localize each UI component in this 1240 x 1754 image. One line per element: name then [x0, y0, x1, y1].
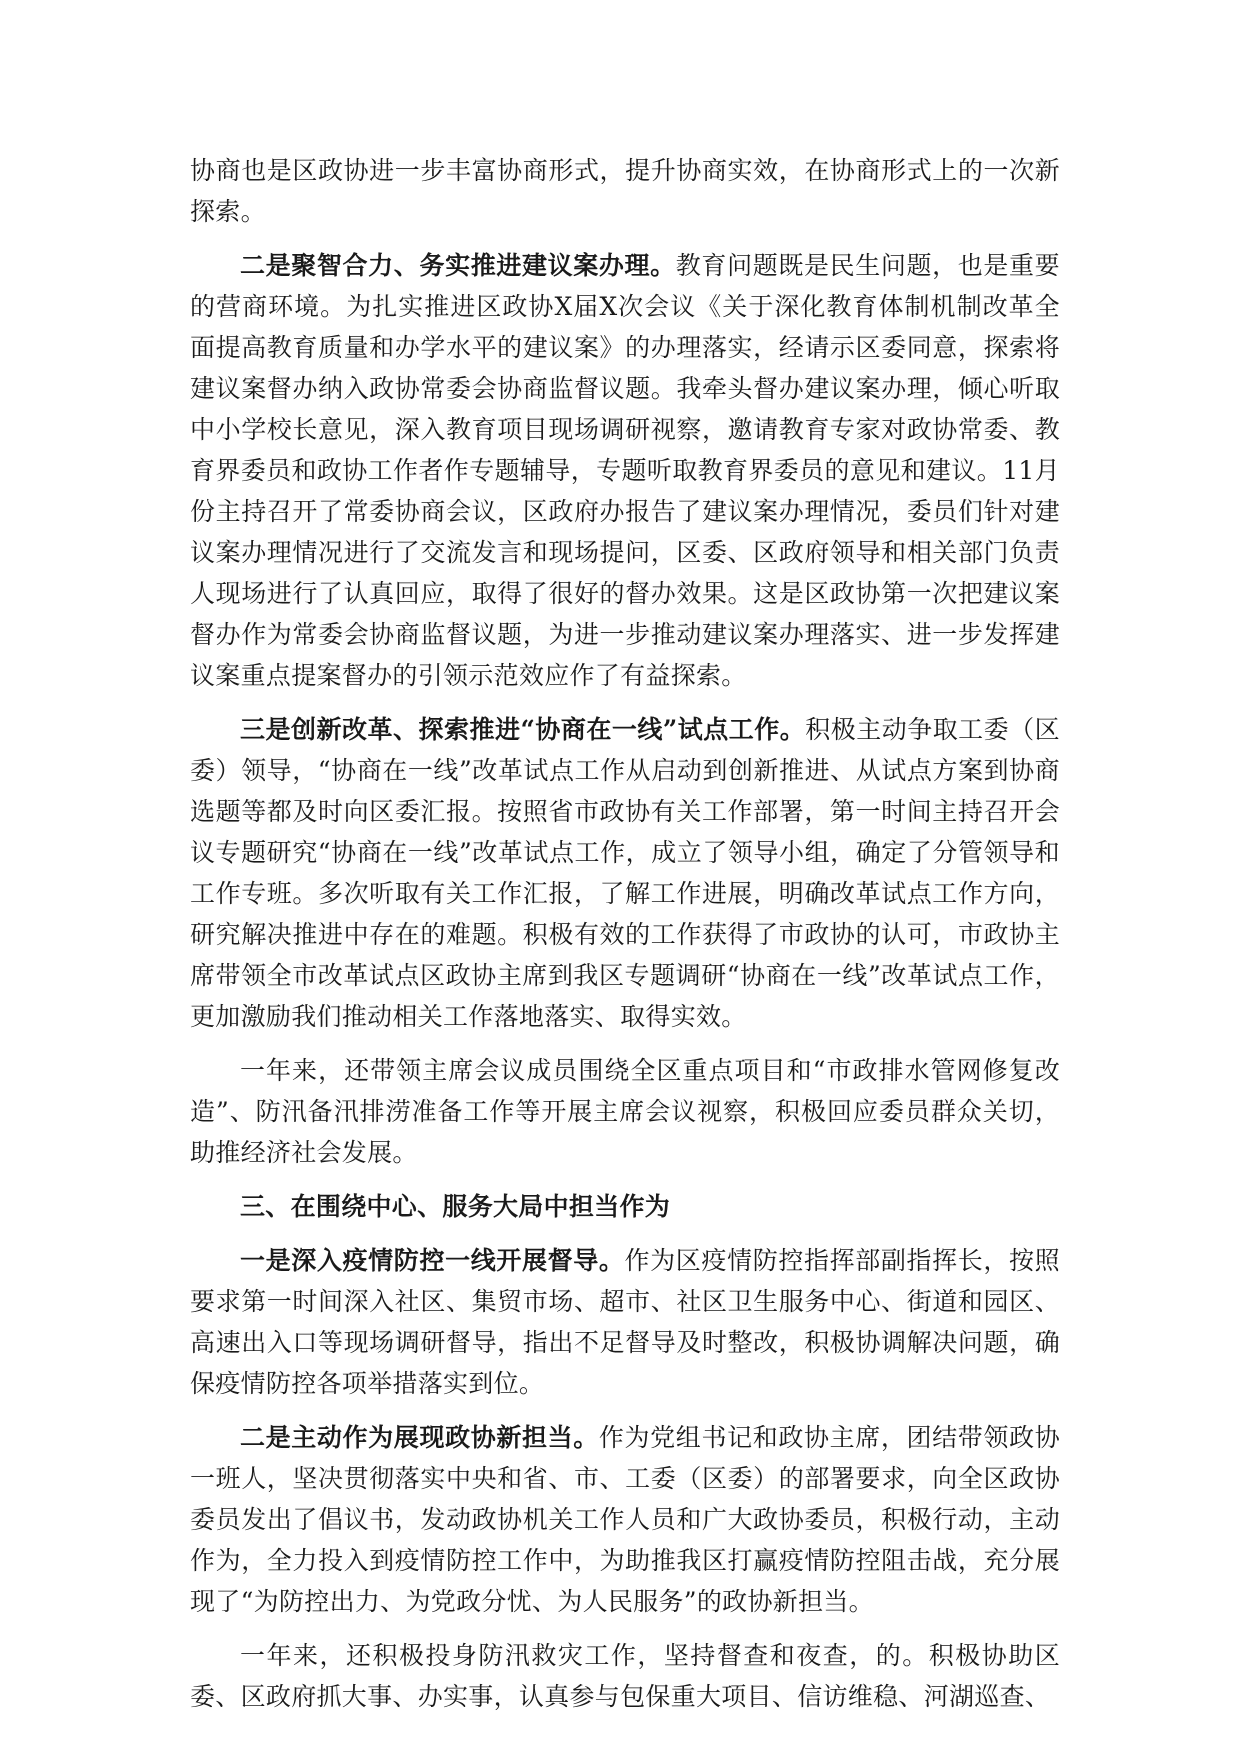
paragraph-consultation-pilot: [190, 709, 1060, 1037]
paragraph-year-review: [190, 1050, 1060, 1173]
paragraph-text: 作为区疫情防控指挥部副指挥长，按照要求第一时间深入社区、集贸市场、超市、社区卫生服务中心、街道和园区、高速出入口等现场调研督导，指出不足督导及时整改，积极协调解决问题，确保疫情防控各项举措落实到位。: [190, 1246, 1060, 1398]
paragraph-epidemic-supervision: [190, 1240, 1060, 1404]
paragraph-text: 教育问题既是民生问题，也是重要的营商环境。为扎实推进区政协Ⅹ届Ⅹ次会议《关于深化教育体制机制改革全面提高教育质量和办学水平的建议案》的办理落实，经请示区委同意，探索将建议案督办纳入政协常委会协商监督议题。我牵头督办建议案办理，倾心听取中小学校长意见，深入教育项目现场调研视察，邀请教育专家对政协常委、教育界委员和政协工作者作专题辅导，专题听取教育界委员的意见和建议。11月份主持召开了常委协商会议，区政府办报告了建议案办理情况，委员们针对建议案办理情况进行了交流发言和现场提问，区委、区政府领导和相关部门负责人现场进行了认真回应，取得了很好的督办效果。这是区政协第一次把建议案督办作为常委会协商监督议题，为进一步推动建议案办理落实、进一步发挥建议案重点提案督办的引领示范效应作了有益探索。: [190, 251, 1060, 690]
document-body: [190, 150, 1060, 1730]
paragraph-lead: 二是主动作为展现政协新担当。: [240, 1423, 599, 1452]
paragraph-text: 一年来，还积极投身防汛救灾工作，坚持督查和夜查，的。积极协助区委、区政府抓大事、办实事，认真参与包保重大项目、信访维稳、河湖巡查、: [190, 1641, 1060, 1711]
paragraph-cppcc-responsibility: [190, 1417, 1060, 1622]
section-heading: 三、在围绕中心、服务大局中担当作为: [240, 1192, 671, 1221]
paragraph-flood-relief: [190, 1635, 1060, 1717]
paragraph-continuation: [190, 150, 1060, 232]
paragraph-text: 积极主动争取工委（区委）领导，“协商在一线”改革试点工作从启动到创新推进、从试点方案到协商选题等都及时向区委汇报。按照省市政协有关工作部署，第一时间主持召开会议专题研究“协商在一线”改革试点工作，成立了领导小组，确定了分管领导和工作专班。多次听取有关工作汇报，了解工作进展，明确改革试点工作方向，研究解决推进中存在的难题。积极有效的工作获得了市政协的认可，市政协主席带领全市改革试点区政协主席到我区专题调研“协商在一线”改革试点工作，更加激励我们推动相关工作落地落实、取得实效。: [190, 715, 1060, 1031]
paragraph-lead: 一是深入疫情防控一线开展督导。: [240, 1246, 625, 1275]
paragraph-proposal-handling: [190, 245, 1060, 696]
paragraph-lead: 三是创新改革、探索推进“协商在一线”试点工作。: [240, 715, 806, 744]
paragraph-text: 作为党组书记和政协主席，团结带领政协一班人，坚决贯彻落实中央和省、市、工委（区委）的部署要求，向全区政协委员发出了倡议书，发动政协机关工作人员和广大政协委员，积极行动，主动作为，全力投入到疫情防控工作中，为助推我区打赢疫情防控阻击战，充分展现了“为防控出力、为党政分忧、为人民服务”的政协新担当。: [190, 1423, 1061, 1616]
paragraph-text: 协商也是区政协进一步丰富协商形式，提升协商实效，在协商形式上的一次新探索。: [190, 156, 1060, 226]
paragraph-text: 一年来，还带领主席会议成员围绕全区重点项目和“市政排水管网修复改造”、防汛备汛排涝准备工作等开展主席会议视察，积极回应委员群众关切，助推经济社会发展。: [190, 1056, 1060, 1167]
paragraph-lead: 二是聚智合力、务实推进建议案办理。: [240, 251, 676, 280]
